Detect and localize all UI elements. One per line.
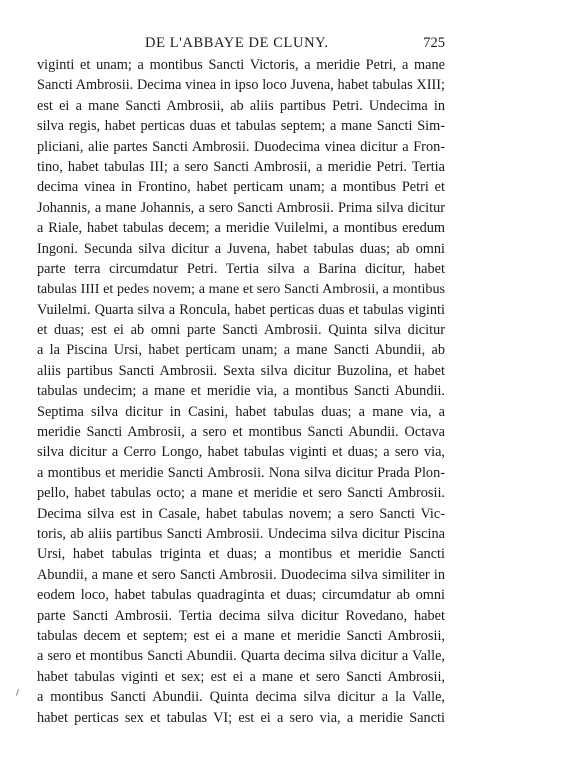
text-line: Johannis, a mane Johannis, a sero Sancti Ambrosii. Prima silva dicitur xyxy=(37,199,445,216)
text-line: toris, ab aliis partibus Sancti Ambrosii. Undecima silva dicitur Piscina xyxy=(37,525,445,542)
running-head xyxy=(37,35,445,55)
text-line: Abundii, a mane et sero Sancti Ambrosii. Duodecima silva similiter in xyxy=(37,566,445,583)
text-line: Ursi, habet tabulas triginta et duas; a montibus et meridie Sancti xyxy=(37,546,445,563)
text-line: habet tabulas viginti et sex; est ei a mane et sero Sancti Ambrosii, xyxy=(37,668,445,685)
text-line: Ingoni. Secunda silva dicitur a Juvena, habet tabulas duas; ab omni xyxy=(37,240,445,257)
text-line: a sero et montibus Sancti Abundii. Quarta decima silva dicitur a Valle, xyxy=(37,648,445,665)
text-line: parte terra circumdatur Petri. Tertia silva a Barina dicitur, habet xyxy=(37,260,445,277)
text-line: a Riale, habet tabulas decem; a meridie Vuilelmi, a montibus eredum xyxy=(37,220,445,237)
text-line: Decima silva est in Casale, habet tabulas novem; a sero Sancti Vic- xyxy=(37,505,445,522)
text-line: pliciani, alie partes Sancti Ambrosii. Duodecima vinea dicitur a Fron- xyxy=(37,138,445,155)
text-line: silva regis, habet perticas duas et tabulas septem; a mane Sancti Sim- xyxy=(37,118,445,135)
text-line: pello, habet tabulas octo; a mane et meridie et sero Sancti Ambrosii. xyxy=(37,485,445,502)
text-line: tabulas undecim; a mane et meridie via, a montibus Sancti Abundii. xyxy=(37,383,445,400)
page-number: 725 xyxy=(423,35,445,51)
text-line: Vuilelmi. Quarta silva a Roncula, habet perticas duas et tabulas viginti xyxy=(37,301,445,318)
text-line: habet perticas sex et tabulas VI; est ei a sero via, a meridie Sancti xyxy=(37,709,445,726)
text-line: meridie Sancti Ambrosii, a sero et montibus Sancti Abundii. Octava xyxy=(37,424,445,441)
text-line: tino, habet tabulas III; a sero Sancti Ambrosii, a meridie Petri. Tertia xyxy=(37,158,445,175)
text-line: tabulas decem et septem; est ei a mane et meridie Sancti Ambrosii, xyxy=(37,627,445,644)
text-line: tabulas IIII et pedes novem; a mane et sero Sancti Ambrosii, a montibus xyxy=(37,281,445,298)
text-line: Septima silva dicitur in Casini, habet tabulas duas; a mane via, a xyxy=(37,403,445,420)
text-line: parte Sancti Ambrosii. Tertia decima silva dicitur Rovedano, habet xyxy=(37,607,445,624)
text-line: est ei a mane Sancti Ambrosii, ab aliis partibus Petri. Undecima in xyxy=(37,97,445,114)
body-text xyxy=(37,55,445,728)
text-line: viginti et unam; a montibus Sancti Victoris, a meridie Petri, a mane xyxy=(37,57,445,73)
margin-mark xyxy=(16,689,19,696)
text-line: silva dicitur a Cerro Longo, habet tabulas viginti et duas; a sero via, xyxy=(37,444,445,461)
text-line: decima vinea in Frontino, habet perticam unam; a montibus Petri et xyxy=(37,179,445,196)
text-line: a la Piscina Ursi, habet perticam unam; a mane Sancti Abundii, ab xyxy=(37,342,445,359)
text-line: eodem loco, habet tabulas quadraginta et duas; circumdatur ab omni xyxy=(37,587,445,604)
text-line: Sancti Ambrosii. Decima vinea in ipso loco Juvena, habet tabulas XIII; xyxy=(37,77,445,94)
text-line: a montibus et meridie Sancti Ambrosii. Nona silva dicitur Prada Plon- xyxy=(37,464,445,481)
text-line: aliis partibus Sancti Ambrosii. Sexta silva dicitur Buzolina, et habet xyxy=(37,362,445,379)
running-title: DE L'ABBAYE DE CLUNY. xyxy=(145,35,329,51)
text-line: et duas; est ei ab omni parte Sancti Ambrosii. Quinta silva dicitur xyxy=(37,322,445,339)
text-line: a montibus Sancti Abundii. Quinta decima silva dicitur a la Valle, xyxy=(37,689,445,706)
